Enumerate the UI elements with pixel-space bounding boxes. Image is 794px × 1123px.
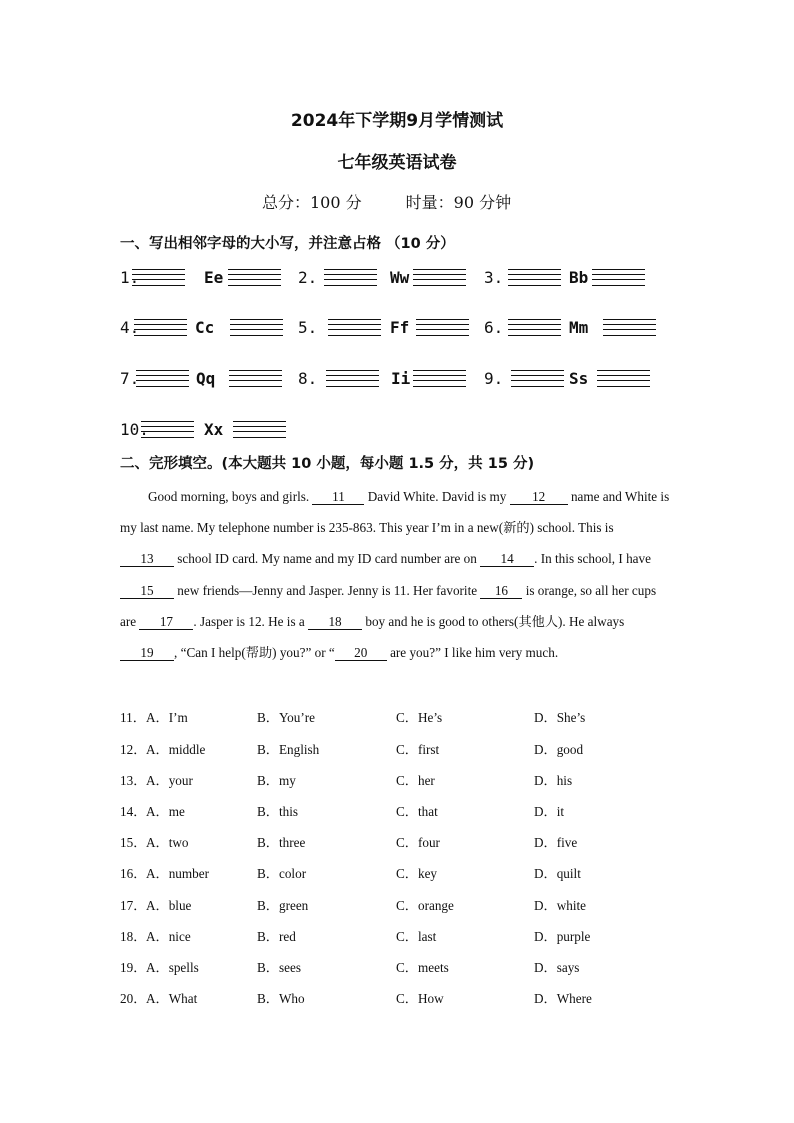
passage-text: David White. David is my (367, 489, 507, 504)
option-c[interactable]: C．first (396, 742, 440, 757)
writing-lines[interactable] (328, 318, 381, 340)
option-b[interactable]: B．color (257, 866, 307, 881)
option-d[interactable]: D．purple (534, 929, 591, 944)
option-d[interactable]: D．white (534, 898, 587, 913)
item-letters: Mm (569, 318, 589, 337)
option-d[interactable]: D．it (534, 804, 565, 819)
option-c[interactable]: C．last (396, 929, 437, 944)
option-a[interactable]: A．your (146, 773, 193, 788)
item-letters: Ss (569, 369, 589, 388)
item-number: 1. (120, 268, 140, 287)
writing-lines[interactable] (592, 268, 645, 290)
exam-subtitle: 七年级英语试卷 (337, 153, 457, 173)
option-d[interactable]: D．his (534, 773, 573, 788)
item-letters: Ww (390, 268, 410, 287)
question-number: 20． (120, 991, 147, 1006)
question-number: 15． (120, 835, 147, 850)
blank-14[interactable]: 14 (480, 551, 534, 567)
option-c[interactable]: C．key (396, 866, 438, 881)
passage-text: new friends—Jenny and Jasper. Jenny is 11. Her favorite (177, 582, 478, 598)
option-d[interactable]: D．five (534, 835, 578, 850)
score-time-line (262, 190, 511, 213)
item-number: 7. (120, 369, 140, 388)
writing-lines[interactable] (326, 369, 379, 391)
option-a[interactable]: A．me (146, 804, 185, 819)
writing-lines[interactable] (132, 268, 185, 290)
blank-19[interactable]: 19 (120, 645, 174, 661)
option-b[interactable]: B．sees (257, 960, 301, 975)
writing-lines[interactable] (413, 268, 466, 290)
item-number: 2. (298, 268, 318, 287)
option-b[interactable]: B．You’re (257, 710, 316, 725)
writing-lines[interactable] (141, 420, 194, 442)
question-number: 12． (120, 742, 147, 757)
total-score: 总分：100 分 (262, 193, 362, 212)
time-limit: 时量：90 分钟 (405, 193, 512, 212)
question-number: 13． (120, 773, 147, 788)
option-a[interactable]: A．nice (146, 929, 191, 944)
writing-lines[interactable] (230, 318, 283, 340)
option-d[interactable]: D．good (534, 742, 584, 757)
option-d[interactable]: D．She’s (534, 710, 586, 725)
blank-16[interactable]: 16 (480, 583, 522, 599)
item-number: 6. (484, 318, 504, 337)
writing-lines[interactable] (508, 318, 561, 340)
option-c[interactable]: C．meets (396, 960, 449, 975)
passage-text: name and White is my last name. My telephone number is 235-863. This year I’m in a new(新的) school. This is (120, 489, 670, 536)
blank-12[interactable]: 12 (510, 489, 568, 505)
item-letters: Xx (204, 420, 224, 439)
option-b[interactable]: B．this (257, 804, 299, 819)
item-number: 4. (120, 318, 140, 337)
item-letters: Qq (196, 369, 216, 388)
passage-text: boy and he is good to others(其他人). He always (365, 613, 625, 629)
option-b[interactable]: B．English (257, 742, 320, 757)
option-c[interactable]: C．four (396, 835, 440, 850)
blank-17[interactable]: 17 (139, 614, 193, 630)
option-d[interactable]: D．Where (534, 991, 592, 1006)
blank-13[interactable]: 13 (120, 551, 174, 567)
writing-lines[interactable] (324, 268, 377, 290)
passage-text: are you?” I like him very much. (390, 645, 559, 661)
item-number: 5. (298, 318, 318, 337)
writing-lines[interactable] (597, 369, 650, 391)
writing-lines[interactable] (134, 318, 187, 340)
item-number: 9. (484, 369, 504, 388)
passage-text: is orange, so all her cups are (120, 582, 657, 629)
item-letters: Bb (569, 268, 589, 287)
option-a[interactable]: A．I’m (146, 710, 188, 725)
section2-heading: 二、完形填空。(本大题共 10 小题，每小题 1.5 分，共 15 分) (120, 456, 535, 472)
item-number: 3. (484, 268, 504, 287)
option-c[interactable]: C．that (396, 804, 438, 819)
item-letters: Cc (195, 318, 215, 337)
option-c[interactable]: C．He’s (396, 710, 443, 725)
question-number: 16． (120, 866, 147, 881)
question-number: 17． (120, 898, 147, 913)
passage-text: Good morning, boys and girls. (148, 489, 310, 504)
option-b[interactable]: B．green (257, 898, 309, 913)
writing-lines[interactable] (508, 268, 561, 290)
option-b[interactable]: B．three (257, 835, 306, 850)
exam-title: 2024年下学期9月学情测试 (290, 111, 504, 131)
option-b[interactable]: B．Who (257, 991, 305, 1006)
blank-15[interactable]: 15 (120, 583, 174, 599)
option-d[interactable]: D．says (534, 960, 580, 975)
question-number: 18． (120, 929, 147, 944)
option-a[interactable]: A．two (146, 835, 189, 850)
writing-lines[interactable] (511, 369, 564, 391)
writing-lines[interactable] (136, 369, 189, 391)
writing-lines[interactable] (416, 318, 469, 340)
option-d[interactable]: D．quilt (534, 866, 581, 881)
blank-11[interactable]: 11 (312, 489, 364, 505)
passage-text: . In this school, I have (534, 551, 651, 567)
option-b[interactable]: B．red (257, 929, 296, 944)
option-b[interactable]: B．my (257, 773, 296, 788)
writing-lines[interactable] (228, 268, 281, 290)
question-number: 11． (120, 710, 146, 725)
option-a[interactable]: A．middle (146, 742, 206, 757)
item-number: 10. (120, 420, 149, 439)
cloze-passage (120, 481, 670, 668)
option-c[interactable]: C．her (396, 773, 435, 788)
option-a[interactable]: A．blue (146, 898, 192, 913)
option-a[interactable]: A．number (146, 866, 209, 881)
passage-text: school ID card. My name and my ID card number are on (177, 551, 477, 567)
writing-lines[interactable] (413, 369, 466, 391)
section1-heading: 一、写出相邻字母的大小写，并注意占格 （10 分） (120, 236, 455, 252)
item-number: 8. (298, 369, 318, 388)
option-c[interactable]: C．How (396, 991, 444, 1006)
option-a[interactable]: A．What (146, 991, 198, 1006)
option-a[interactable]: A．spells (146, 960, 199, 975)
option-c[interactable]: C．orange (396, 898, 454, 913)
passage-text: . Jasper is 12. He is a (193, 613, 305, 629)
blank-20[interactable]: 20 (335, 645, 387, 661)
question-number: 19． (120, 960, 147, 975)
writing-lines[interactable] (233, 420, 286, 442)
item-letters: Ii (391, 369, 411, 388)
question-number: 14． (120, 804, 147, 819)
writing-lines[interactable] (603, 318, 656, 340)
passage-text: , “Can I help(帮助) you?” or “ (174, 645, 335, 661)
blank-18[interactable]: 18 (308, 614, 362, 630)
item-letters: Ee (204, 268, 224, 287)
writing-lines[interactable] (229, 369, 282, 391)
item-letters: Ff (390, 318, 410, 337)
